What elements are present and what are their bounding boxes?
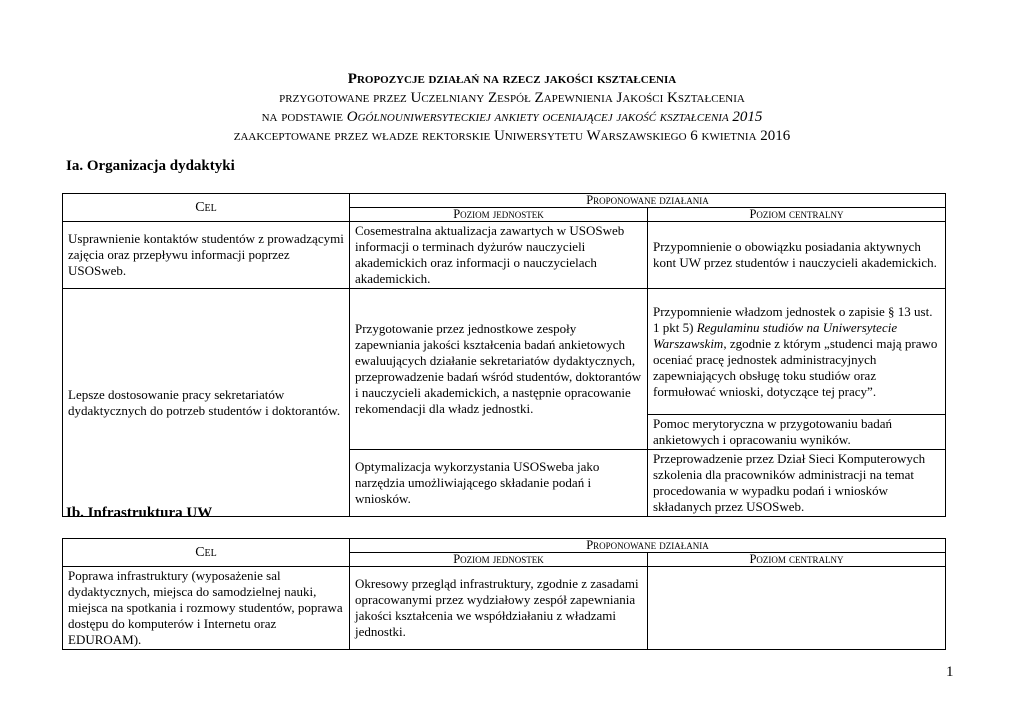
- header-unit-level: Poziom jednostek: [350, 553, 648, 567]
- cell-central-action: [648, 567, 946, 650]
- cell-goal: Usprawnienie kontaktów studentów z prowadzącymi zajęcia oraz przepływu informacji poprzez USOSweb.: [63, 222, 350, 289]
- cell-unit-action: Przygotowanie przez jednostkowe zespoły zapewniania jakości kształcenia badań ankietowych ewaluujących działanie sekretariatów dydaktycznych, przeprowadzenie badań wśród studentów, doktorantów i nauczycieli akademickich, a następnie opracowanie rekomendacji dla władz jednostki.: [350, 289, 648, 450]
- cell-unit-action: Cosemestralna aktualizacja zawartych w USOSweb informacji o terminach dyżurów nauczycieli akademickich oraz informacji o nauczycielach akademickich.: [350, 222, 648, 289]
- header-line-2: przygotowane przez Uczelniany Zespół Zapewnienia Jakości Kształcenia: [279, 90, 745, 106]
- cell-goal: Poprawa infrastruktury (wyposażenie sal dydaktycznych, miejsca do samodzielnej nauki, miejsca na spotkania i rozmowy studentów, poprawa dostępu do komputerów i Internetu oraz EDUROAM).: [63, 567, 350, 650]
- header-line-4: zaakceptowane przez władze rektorskie Uniwersytetu Warszawskiego 6 kwietnia 2016: [233, 128, 791, 144]
- regulation-title: Regulaminu studiów na Uniwersytecie Warszawskim: [653, 319, 898, 351]
- cell-central-action: Pomoc merytoryczna w przygotowaniu badań ankietowych i opracowaniu wyników.: [648, 415, 946, 450]
- table-organization: [62, 193, 946, 517]
- header-central-level: Poziom centralny: [648, 553, 946, 567]
- table-infrastructure: [62, 538, 946, 650]
- regulation-text-pre: Przypomnienie władzom jednostek o zapisie § 13 ust. 1 pkt 5): [653, 303, 933, 335]
- header-proposed-actions: Proponowane działania: [350, 194, 946, 208]
- document-header: [0, 70, 1024, 146]
- table-row: [63, 222, 946, 289]
- page-number: 1: [946, 664, 954, 680]
- header-cel: Cel: [63, 194, 350, 222]
- cell-unit-action: Okresowy przegląd infrastruktury, zgodnie z zasadami opracowanymi przez wydziałowy zespół zapewniania jakości kształcenia we współdziałaniu z władzami jednostki.: [350, 567, 648, 650]
- section-title-organization: Ia. Organizacja dydaktyki: [66, 158, 235, 174]
- table-row: [63, 289, 946, 415]
- cell-goal: Lepsze dostosowanie pracy sekretariatów dydaktycznych do potrzeb studentów i doktorantów.: [63, 289, 350, 517]
- cell-unit-action: Optymalizacja wykorzystania USOSweba jako narzędzia umożliwiającego składanie podań i wniosków.: [350, 450, 648, 517]
- header-cel: Cel: [63, 539, 350, 567]
- header-line-1: Propozycje działań na rzecz jakości kształcenia: [347, 71, 677, 87]
- table-row: [63, 567, 946, 650]
- cell-central-action: [648, 289, 946, 415]
- header-proposed-actions: Proponowane działania: [350, 539, 946, 553]
- table-header-row: [63, 539, 946, 553]
- table-header-row: [63, 194, 946, 208]
- header-line-3-prefix: na podstawie: [261, 109, 347, 125]
- header-unit-level: Poziom jednostek: [350, 208, 648, 222]
- cell-central-action: Przypomnienie o obowiązku posiadania aktywnych kont UW przez studentów i nauczycieli akademickich.: [648, 222, 946, 289]
- header-line-3: [0, 108, 1024, 127]
- cell-central-action: Przeprowadzenie przez Dział Sieci Komputerowych szkolenia dla pracowników administracji na temat procedowania w wypadku podań i wniosków składanych przez USOSweb.: [648, 450, 946, 517]
- section-title-infrastructure: Ib. Infrastruktura UW: [66, 505, 213, 521]
- header-central-level: Poziom centralny: [648, 208, 946, 222]
- survey-title: Ogólnouniwersyteckiej ankiety oceniającej jakość kształcenia 2015: [346, 109, 763, 125]
- regulation-text-post: , zgodnie z którym „studenci mają prawo oceniać pracę jednostek administracyjnych zapewniających obsługę toku studiów oraz formułować wnioski, dotyczące tej pracy”.: [653, 335, 938, 399]
